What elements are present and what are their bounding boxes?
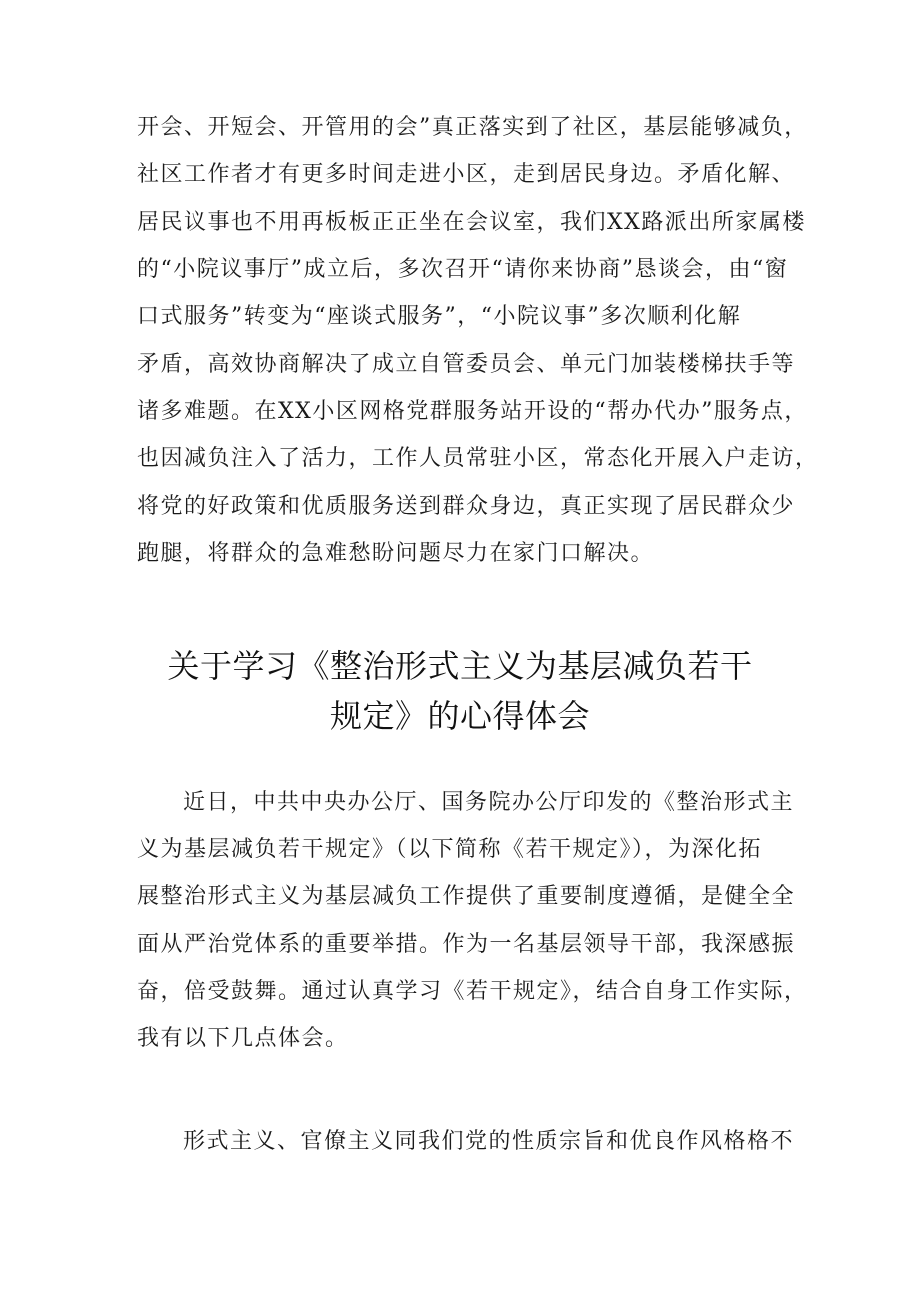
title-line-2: 规定》的心得体会 bbox=[329, 697, 590, 735]
paragraph-line: 社区工作者才有更多时间走进小区，走到居民身边。矛盾化解、 bbox=[137, 162, 796, 187]
paragraph-line: 也因减负注入了活力，工作人员常驻小区，常态化开展入户走访， bbox=[137, 446, 819, 471]
paragraph-line: 矛盾，高效协商解决了成立自管委员会、单元门加装楼梯扶手等 bbox=[137, 352, 796, 377]
title-line-1: 关于学习《整治形式主义为基层减负若干 bbox=[167, 647, 753, 685]
paragraph-line: 义为基层减负若干规定》（以下简称《若干规定》），为深化拓 bbox=[137, 837, 763, 862]
paragraph-line: 跑腿，将群众的急难愁盼问题尽力在家门口解决。 bbox=[137, 541, 655, 566]
paragraph-line: 面从严治党体系的重要举措。作为一名基层领导干部，我深感振 bbox=[137, 932, 796, 957]
paragraph-line: 近日，中共中央办公厅、国务院办公厅印发的《整治形式主 bbox=[183, 790, 795, 815]
paragraph-line: 形式主义、官僚主义同我们党的性质宗旨和优良作风格格不 bbox=[183, 1129, 795, 1154]
paragraph-line: 开会、开短会、开管用的会”真正落实到了社区，基层能够减负， bbox=[137, 115, 808, 140]
paragraph-line: 我有以下几点体会。 bbox=[137, 1026, 349, 1051]
paragraph-line: 奋，倍受鼓舞。通过认真学习《若干规定》，结合自身工作实际， bbox=[137, 979, 808, 1004]
paragraph-line: 的“小院议事厅”成立后，多次召开“请你来协商”恳谈会，由“窗 bbox=[137, 257, 789, 282]
paragraph-line: 口式服务”转变为“座谈式服务”，“小院议事”多次顺利化解 bbox=[137, 304, 742, 329]
paragraph-line: 诸多难题。在XX小区网格党群服务站开设的“帮办代办”服务点， bbox=[137, 399, 808, 424]
paragraph-line: 展整治形式主义为基层减负工作提供了重要制度遵循，是健全全 bbox=[137, 884, 796, 909]
paragraph-line: 将党的好政策和优质服务送到群众身边，真正实现了居民群众少 bbox=[137, 494, 796, 519]
paragraph-line: 居民议事也不用再板板正正坐在会议室，我们XX路派出所家属楼 bbox=[137, 210, 806, 235]
